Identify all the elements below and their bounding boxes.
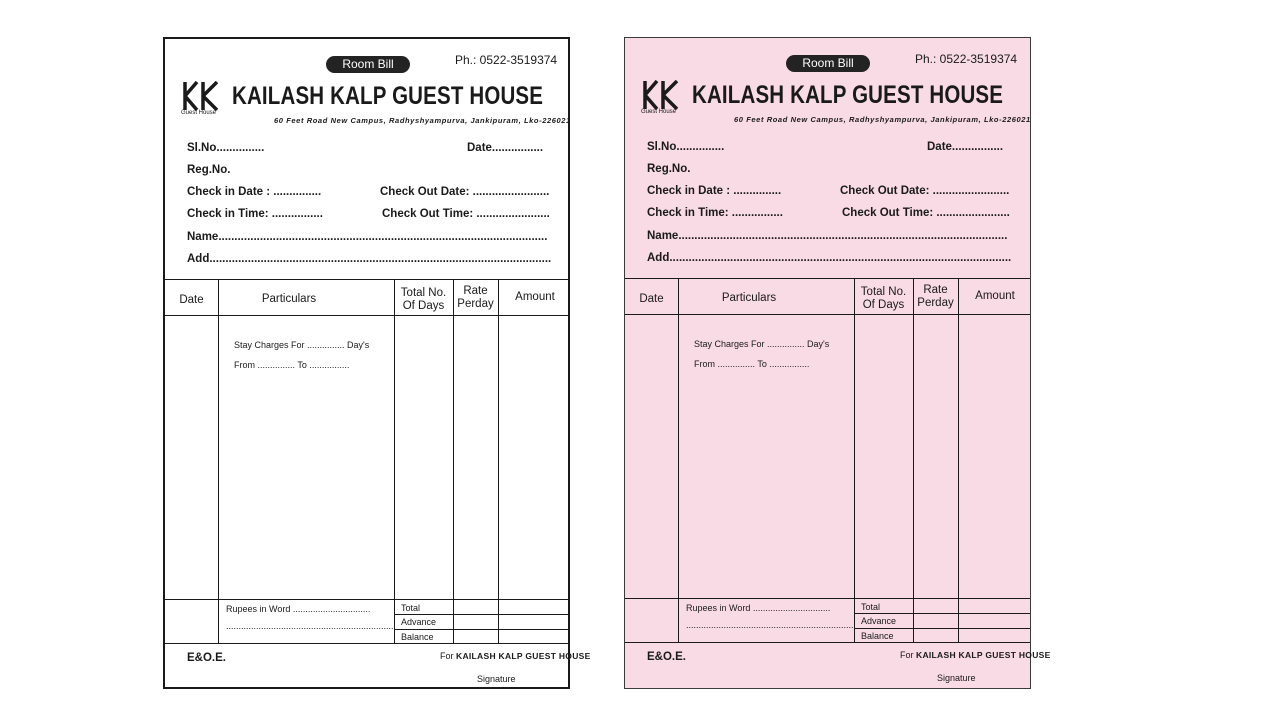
rupees-in-word-dots: ................................................................... bbox=[226, 621, 394, 631]
advance-row-rule bbox=[394, 629, 568, 630]
table-header-rule bbox=[165, 315, 568, 316]
column-days-line1: Total No. bbox=[860, 286, 907, 298]
rate-column-rule bbox=[498, 279, 499, 643]
date-field: Date................ bbox=[927, 141, 1004, 153]
rupees-in-word: Rupees in Word ............................... bbox=[226, 604, 371, 614]
room-bill-badge: Room Bill bbox=[326, 56, 410, 73]
check-out-time-field: Check Out Time: ....................... bbox=[382, 208, 550, 220]
business-title: KAILASH KALP GUEST HOUSE bbox=[232, 82, 544, 110]
column-rate-line1: Rate bbox=[463, 285, 488, 297]
for-prefix: For bbox=[440, 651, 454, 661]
rupees-in-word: Rupees in Word ............................... bbox=[686, 603, 831, 613]
column-amount: Amount bbox=[515, 291, 555, 303]
stay-charges-line: Stay Charges For ............... Day's bbox=[694, 339, 830, 349]
room-bill-white-copy bbox=[163, 37, 591, 689]
check-out-date-field: Check Out Date: ........................ bbox=[840, 185, 1010, 197]
signature-label: Signature bbox=[477, 674, 516, 684]
sl-no-field: Sl.No............... bbox=[187, 142, 265, 154]
for-prefix: For bbox=[900, 650, 914, 660]
name-field: Name....................................................................................................... bbox=[187, 231, 548, 243]
business-title: KAILASH KALP GUEST HOUSE bbox=[692, 81, 1004, 109]
date-column-rule bbox=[218, 279, 219, 643]
for-business-name: KAILASH KALP GUEST HOUSE bbox=[456, 651, 591, 661]
days-column-rule bbox=[453, 279, 454, 643]
table-bottom-rule bbox=[625, 642, 1030, 643]
reg-no-field: Reg.No. bbox=[187, 164, 231, 176]
logo-subtitle: Guest House bbox=[641, 109, 677, 115]
stay-dates-line: From ............... To ................ bbox=[694, 359, 810, 369]
for-business bbox=[440, 651, 591, 661]
eoe-note: E&O.E. bbox=[647, 651, 686, 663]
column-days-line2: Of Days bbox=[862, 299, 905, 311]
check-in-date-field: Check in Date : ............... bbox=[647, 185, 782, 197]
column-date: Date bbox=[179, 294, 204, 306]
table-top-rule bbox=[165, 279, 568, 280]
stay-charges-line: Stay Charges For ............... Day's bbox=[234, 340, 370, 350]
total-label: Total bbox=[401, 603, 421, 613]
days-column-rule bbox=[913, 278, 914, 642]
stay-dates-line: From ............... To ................ bbox=[234, 360, 350, 370]
business-address: 60 Feet Road New Campus, Radhyshyampurva, Jankipuram, Lko-226021 bbox=[734, 115, 1031, 124]
rupees-in-word-dots: ................................................................... bbox=[686, 620, 854, 630]
kk-logo-icon bbox=[643, 80, 683, 110]
column-amount: Amount bbox=[975, 290, 1015, 302]
reg-no-field: Reg.No. bbox=[647, 163, 691, 175]
date-column-rule bbox=[678, 278, 679, 642]
room-bill-pink-copy bbox=[624, 37, 1051, 689]
column-particulars: Particulars bbox=[261, 293, 317, 305]
column-rate-line2: Perday bbox=[917, 297, 954, 309]
table-body-rule bbox=[165, 599, 568, 600]
column-days-line1: Total No. bbox=[400, 287, 447, 299]
address-field: Add........................................................................................................... bbox=[187, 253, 552, 265]
address-field: Add........................................................................................................... bbox=[647, 252, 1012, 264]
check-in-time-field: Check in Time: ................ bbox=[647, 207, 783, 219]
check-out-date-field: Check Out Date: ........................ bbox=[380, 186, 550, 198]
advance-label: Advance bbox=[401, 617, 437, 627]
balance-label: Balance bbox=[401, 632, 434, 642]
table-body-rule bbox=[625, 598, 1030, 599]
column-date: Date bbox=[639, 293, 664, 305]
room-bill-badge: Room Bill bbox=[786, 55, 870, 72]
for-business-name: KAILASH KALP GUEST HOUSE bbox=[916, 650, 1051, 660]
table-top-rule bbox=[625, 278, 1030, 279]
kk-logo-icon bbox=[183, 81, 223, 111]
particulars-column-rule bbox=[394, 279, 395, 643]
balance-label: Balance bbox=[861, 631, 894, 641]
total-row-rule bbox=[394, 614, 568, 615]
advance-row-rule bbox=[854, 628, 1030, 629]
table-header-rule bbox=[625, 314, 1030, 315]
total-label: Total bbox=[861, 602, 881, 612]
sl-no-field: Sl.No............... bbox=[647, 141, 725, 153]
logo-subtitle: Guest House bbox=[181, 110, 217, 116]
signature-label: Signature bbox=[937, 673, 976, 683]
rate-column-rule bbox=[958, 278, 959, 642]
table-bottom-rule bbox=[165, 643, 568, 644]
date-field: Date................ bbox=[467, 142, 544, 154]
phone-number: Ph.: 0522-3519374 bbox=[455, 53, 558, 67]
column-rate-line1: Rate bbox=[923, 284, 948, 296]
check-out-time-field: Check Out Time: ....................... bbox=[842, 207, 1010, 219]
check-in-date-field: Check in Date : ............... bbox=[187, 186, 322, 198]
business-address: 60 Feet Road New Campus, Radhyshyampurva, Jankipuram, Lko-226021 bbox=[274, 116, 571, 125]
check-in-time-field: Check in Time: ................ bbox=[187, 208, 323, 220]
column-particulars: Particulars bbox=[721, 292, 777, 304]
eoe-note: E&O.E. bbox=[187, 652, 226, 664]
column-rate-line2: Perday bbox=[457, 298, 494, 310]
total-row-rule bbox=[854, 613, 1030, 614]
phone-number: Ph.: 0522-3519374 bbox=[915, 52, 1018, 66]
for-business bbox=[900, 650, 1051, 660]
advance-label: Advance bbox=[861, 616, 897, 626]
particulars-column-rule bbox=[854, 278, 855, 642]
name-field: Name....................................................................................................... bbox=[647, 230, 1008, 242]
column-days-line2: Of Days bbox=[402, 300, 445, 312]
